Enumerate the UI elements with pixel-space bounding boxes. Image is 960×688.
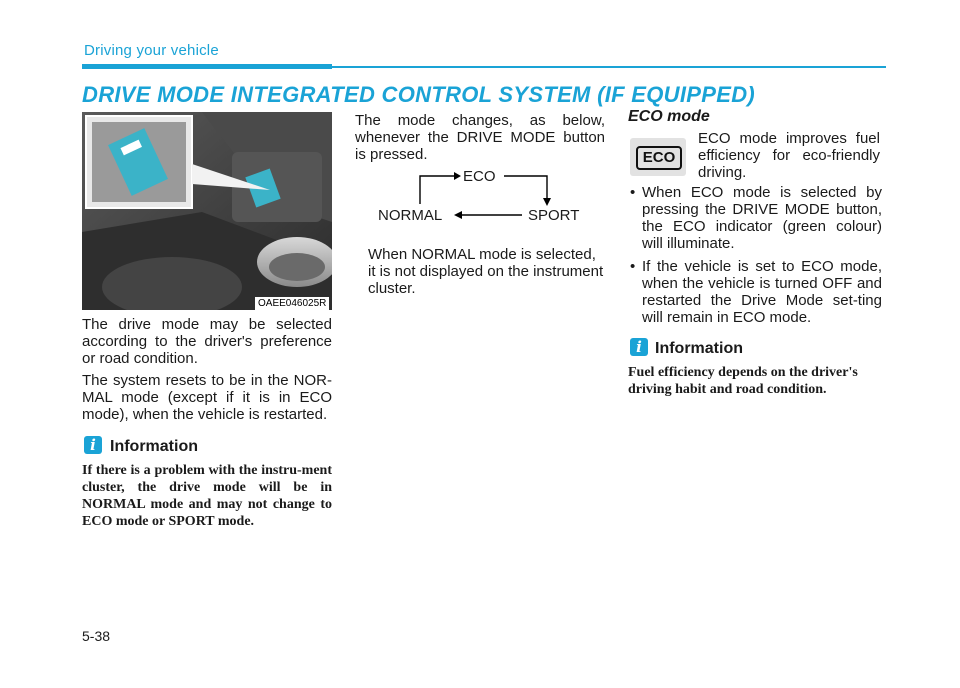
diagram-sport-label: SPORT <box>528 207 580 224</box>
eco-button-label: ECO <box>636 146 682 170</box>
header-rule-thick <box>82 64 332 69</box>
console-photo-illustration <box>82 112 332 310</box>
info-body: Fuel efficiency depends on the driver's driving habit and road condition. <box>628 365 858 397</box>
eco-mode-heading: ECO mode <box>628 108 710 125</box>
header-rule-thin <box>332 66 886 68</box>
normal-mode-paragraph: When NORMAL mode is selected, it is not displayed on the instrument cluster. <box>368 246 604 297</box>
info-title: Information <box>655 340 743 357</box>
info-title: Information <box>110 438 198 455</box>
eco-button-illustration <box>630 138 686 176</box>
page-number: 5-38 <box>82 628 111 644</box>
console-photo <box>82 112 332 310</box>
page-title: DRIVE MODE INTEGRATED CONTROL SYSTEM (IF EQUIPPED) <box>82 82 756 107</box>
diagram-normal-label: NORMAL <box>378 207 443 224</box>
section-label: Driving your vehicle <box>84 42 219 59</box>
mode-cycle-diagram <box>370 162 590 232</box>
mode-change-paragraph: The mode changes, as below, whenever the DRIVE MODE button is pressed. <box>355 112 605 163</box>
eco-intro-paragraph: ECO mode improves fuel efficiency for eco-friendly driving. <box>698 130 880 181</box>
diagram-eco-label: ECO <box>463 168 496 185</box>
eco-bullet-list <box>628 184 882 332</box>
intro-paragraph: The drive mode may be selected according to the driver's preference or road condition. <box>82 316 332 367</box>
info-icon: i <box>84 436 102 454</box>
info-icon: i <box>630 338 648 356</box>
reset-paragraph: The system resets to be in the NOR-MAL mode (except if it is in ECO mode), when the vehicle is restarted. <box>82 372 332 423</box>
eco-bullet-item: • If the vehicle is set to ECO mode, when the vehicle is turned OFF and restarted the Drive Mode set-ting will remain in ECO mode. <box>628 258 882 326</box>
info-body: If there is a problem with the instru-ment cluster, the drive mode will be in NORMAL mode and may not change to ECO mode or SPORT mode. <box>82 463 332 529</box>
photo-caption: OAEE046025R <box>255 297 329 310</box>
eco-bullet-item: • When ECO mode is selected by pressing the DRIVE MODE button, the ECO indicator (green colour) will illuminate. <box>628 184 882 252</box>
